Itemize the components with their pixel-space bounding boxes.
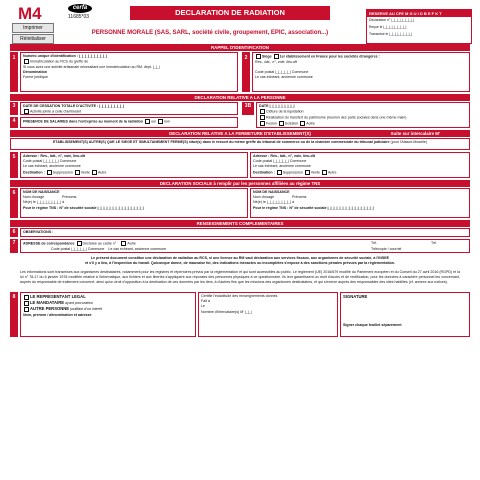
tns-left-regime[interactable]: Pour le régime TNS : N° de sécurité sociale |_|_|_|_|_|_|_|_|_|_|_|_|_|_|_| xyxy=(23,205,144,210)
scission-checkbox[interactable] xyxy=(279,121,284,126)
autre-personne-label: AUTRE PERSONNE xyxy=(30,306,70,312)
form-subtitle: PERSONNE MORALE (SAS, SARL, société civile, groupement, EPIC, association...) xyxy=(91,30,329,36)
rep-legal-label: LE REPRESENTANT LEGAL xyxy=(30,294,86,299)
salaries-box xyxy=(20,117,238,128)
rep-legal-checkbox[interactable] xyxy=(24,295,29,300)
fusion-label: Fusion xyxy=(266,120,277,125)
siege-address-field[interactable]: Rés., bât., n°, voie, lieu-dit xyxy=(255,59,297,64)
autre-adresse-label: Autre xyxy=(127,241,136,246)
print-button[interactable]: Imprimer xyxy=(12,23,54,33)
cessation-box xyxy=(20,102,238,115)
tns-right-prenoms[interactable]: Prénoms xyxy=(292,195,307,200)
etab-left-cp[interactable]: Code postal |_|_|_|_|_| Commune xyxy=(23,159,77,164)
block-number-8: 8 xyxy=(10,292,18,337)
cerfa-number: 11685*03 xyxy=(68,14,90,20)
etab-right-vente-checkbox[interactable] xyxy=(305,170,310,175)
correspondance-label: ADRESSE de correspondance xyxy=(23,241,75,246)
observations-box[interactable] xyxy=(20,228,470,237)
form-code: M4 xyxy=(18,4,42,23)
declaree-cadre-label: Déclarée au cadre n° xyxy=(82,241,117,246)
transfert-label: Réalisation du transfert du patrimoine (réunion des parts sociales dans une même main) xyxy=(266,115,407,120)
etab-right-vente-label: Vente xyxy=(310,170,320,175)
etablissements-note-box xyxy=(10,138,470,150)
reserve-title: RESERVE AU CFE M G U I D B E F K T xyxy=(367,10,471,17)
reserve-cfe-box xyxy=(366,9,472,44)
siege-checkbox[interactable] xyxy=(256,54,261,59)
date-3b-field[interactable]: DATE |_|_|_|_|_|_|_|_| xyxy=(259,104,295,108)
reset-button[interactable]: Réinitialiser xyxy=(12,34,54,44)
etab-right-destination-label: Destination : xyxy=(253,170,275,175)
premier-etab-checkbox[interactable] xyxy=(274,54,279,59)
etab-left-adresse[interactable]: Adresse : Rés., bât., n°, voie, lieu-dit xyxy=(23,154,85,158)
denomination-field[interactable]: Dénomination xyxy=(23,70,47,75)
legal-bold-1: Le présent document constitue une déclaration de radiation au RCS, si une licence au RM vaut déclaration aux services fiscaux, aux organismes de sécurité sociale, à l'INSEE xyxy=(90,256,390,260)
block-number-3b: 3B xyxy=(242,102,254,115)
etab-right-suppression-label: Suppression xyxy=(282,170,303,175)
autre-3b-checkbox[interactable] xyxy=(300,121,305,126)
rcs-label: Immatriculation au RCS du greffe de xyxy=(30,59,89,64)
tns-right-regime[interactable]: Pour le régime TNS : N° de sécurité sociale |_|_|_|_|_|_|_|_|_|_|_|_|_|_|_| xyxy=(253,205,374,210)
fait-a-field[interactable]: Fait à xyxy=(201,299,210,304)
identification-box xyxy=(20,52,238,92)
forme-juridique-field[interactable]: Forme juridique xyxy=(23,75,48,80)
ambulant-label: Activité jointe à celle d'ambulant xyxy=(30,109,82,114)
autre-personne-rest: justifiant d'un intérêt xyxy=(70,307,102,312)
cloture-checkbox[interactable] xyxy=(260,109,265,114)
tns-right-box xyxy=(250,188,470,218)
signataire-nom-field[interactable]: Nom, prénom / dénomination et adresse xyxy=(23,312,92,317)
mandataire-checkbox[interactable] xyxy=(24,301,29,306)
siege-ancienne-field[interactable]: Le cas échéant, ancienne commune xyxy=(255,75,313,80)
form-title: DECLARATION DE RADIATION xyxy=(130,6,330,20)
section-rappel-bar: RAPPEL D'IDENTIFICATION xyxy=(10,44,470,51)
declaree-cadre-checkbox[interactable] xyxy=(77,241,82,246)
rm-label[interactable]: Si vous avez une activité artisanale nécessitant une immatriculation au RM, dept. |_|_| xyxy=(23,64,160,69)
tns-left-usage[interactable]: Nom d'usage xyxy=(23,195,45,200)
tns-left-box xyxy=(20,188,248,218)
cessation-date-field[interactable]: DATE DE CESSATION TOTALE D'ACTIVITE : |_|_|_|_|_|_|_|_| xyxy=(23,104,125,108)
nombre-intercalaire-field[interactable]: Nombre d'intercalaire(s) M' |_|_| xyxy=(201,309,252,314)
section-complementaires-bar: RENSEIGNEMENTS COMPLEMENTAIRES xyxy=(10,220,470,227)
autre-3b-label: Autre xyxy=(306,120,315,125)
autre-personne-checkbox[interactable] xyxy=(24,307,29,312)
tel1-field[interactable]: Tél. xyxy=(371,241,377,245)
fermeture-title: DECLARATION RELATIVE A LA FERMETURE D'ETABLISSEMENT(S) xyxy=(169,131,311,136)
signature-title: SIGNATURE xyxy=(343,294,368,299)
tel2-field[interactable]: Tél. xyxy=(431,241,437,245)
telecopie-field[interactable]: Télécopie / courriel xyxy=(371,246,402,251)
tns-right-usage[interactable]: Nom d'usage xyxy=(253,195,275,200)
reserve-line-declaration[interactable]: Déclaration n° |_|_|_|_|_|_|_|_| xyxy=(369,18,415,22)
block-number-1: 1 xyxy=(10,52,18,92)
etab-left-vente-checkbox[interactable] xyxy=(75,170,80,175)
premier-etab-label: 1er établissement en France pour les sociétés étrangères : xyxy=(279,54,380,59)
transfert-checkbox[interactable] xyxy=(260,115,265,120)
block-number-3: 3 xyxy=(10,102,18,115)
legal-bold-2: et s'il y a lieu, à l'inspection du travail. Quiconque donne, de mauvaise foi, des indications inexactes ou incomplètes s'expose à des sanctions pénales prévues par la réglementation. xyxy=(84,261,396,265)
block-number-2: 2 xyxy=(242,52,250,92)
tns-left-ne[interactable]: Né(e) le |_|_|_|_|_|_|_|_| à xyxy=(23,200,65,205)
etab-right-adresse[interactable]: Adresse : Rés., bât., n°, voie, lieu-dit xyxy=(253,154,315,158)
rcs-checkbox[interactable] xyxy=(24,59,29,64)
block-number-7: 7 xyxy=(10,239,18,253)
mandataire-label: LE MANDATAIRE xyxy=(30,300,65,306)
certification-box xyxy=(198,292,338,337)
etab-right-suppression-checkbox[interactable] xyxy=(277,170,282,175)
signature-box[interactable] xyxy=(340,292,470,337)
etab-left-autre-checkbox[interactable] xyxy=(92,170,97,175)
block-number-4: 4 xyxy=(10,117,18,128)
certifie-label: Certifie l'exactitude des renseignements donnés xyxy=(201,294,278,298)
etablissements-note: (pour l'Alsace-Moselle) xyxy=(390,140,427,144)
etab-right-autre-label: Autre xyxy=(327,170,337,175)
siege-label: Siège xyxy=(262,54,272,59)
ambulant-checkbox[interactable] xyxy=(24,109,29,114)
siege-box xyxy=(252,52,470,92)
mandataire-rest: ayant procuration xyxy=(65,301,93,306)
le-field[interactable]: Le xyxy=(201,304,205,309)
reserve-line-transmise[interactable]: Transmise le |_|_|_|_|_|_|_|_| xyxy=(369,32,413,36)
salaries-oui-checkbox[interactable] xyxy=(145,119,150,124)
signataire-box xyxy=(20,292,196,337)
section-personne-bar: DECLARATION RELATIVE A LA PERSONNE xyxy=(10,94,470,101)
correspondance-cp[interactable]: Code postal |_|_|_|_|_| Commune xyxy=(51,246,105,251)
etab-right-autre-checkbox[interactable] xyxy=(322,170,327,175)
block-number-5: 5 xyxy=(10,152,18,178)
cloture-label: Clôture de la liquidation xyxy=(266,109,304,114)
scission-label: Scission xyxy=(284,120,299,125)
fusion-checkbox[interactable] xyxy=(260,121,265,126)
section-sociale-bar: DECLARATION SOCIALE à remplir par les personnes affiliées au régime TNS xyxy=(10,180,470,187)
ident-number-field[interactable]: Numéro unique d'identification : |_|_|_|_|_|_|_|_|_| xyxy=(23,54,108,58)
correspondance-box xyxy=(20,239,470,253)
block-number-6: 6 xyxy=(10,188,18,218)
etab-left-suppression-checkbox[interactable] xyxy=(47,170,52,175)
correspondance-ancienne[interactable]: Le cas échéant, ancienne commune xyxy=(108,246,167,251)
salaries-non-checkbox[interactable] xyxy=(158,119,163,124)
cerfa-logo: cerfa xyxy=(68,4,92,13)
autre-adresse-checkbox[interactable] xyxy=(121,241,126,246)
etab-right-cp[interactable]: Code postal |_|_|_|_|_| Commune xyxy=(253,159,307,164)
tns-right-nom[interactable]: NOM DE NAISSANCE xyxy=(253,190,290,194)
section-fermeture-bar xyxy=(10,130,470,137)
etab-left-autre-label: Autre xyxy=(97,170,107,175)
observations-label: OBSERVATIONS : xyxy=(23,230,54,234)
date-3b-box xyxy=(256,102,470,128)
etab-right-box xyxy=(250,152,470,178)
signature-note: Signer chaque feuillet séparément xyxy=(343,323,402,328)
tns-right-ne[interactable]: Né(e) le |_|_|_|_|_|_|_|_| à xyxy=(253,200,295,205)
salaries-oui-label: oui xyxy=(151,119,156,124)
salaries-non-label: non xyxy=(163,119,170,124)
tns-left-prenoms[interactable]: Prénoms xyxy=(62,195,77,200)
etablissements-text: ETABLISSEMENT(S) AUTRE(S) QUE LE SIEGE ET SIMULTANEMENT FERME(S) situé(s) dans le ressort du même greffe du tribunal de commerce ou de la chambre commerciale du tribunal judiciaire xyxy=(53,140,390,144)
siege-cp-field[interactable]: Code postal |_|_|_|_|_| Commune xyxy=(255,70,309,75)
reserve-line-recue[interactable]: Reçue le |_|_|_|_|_|_|_|_| xyxy=(369,25,407,29)
etab-left-destination-label: Destination : xyxy=(23,170,45,175)
etab-left-ancienne[interactable]: Le cas échéant, ancienne commune xyxy=(23,164,81,169)
etab-left-suppression-label: Suppression xyxy=(52,170,73,175)
etab-right-ancienne[interactable]: Le cas échéant, ancienne commune xyxy=(253,164,311,169)
etab-left-vente-label: Vente xyxy=(80,170,90,175)
block-number-obs: 6 xyxy=(10,228,18,237)
etab-left-box xyxy=(20,152,248,178)
salaries-label: PRESENCE DE SALARIES dans l'entreprise au moment de la radiation xyxy=(23,119,144,124)
legal-paragraph: Les informations sont transmises aux organismes destinataires, notamment pour les registres et répertoires prévus par la réglementation et qui sont accessibles au public. Le règlement (UE) 2016/679 modifié du Parlement européen et du Conseil du 27 avril 2016 (RGPD) et la loi n° 78-17 du 6 janvier 1978 modifiée relative à l'informatique, aux fichiers et aux libertés s'appliquent aux réponses des personnes physiques à ce questionnaire. Ils leur garantissent un droit d'accès et de rectification, pour les données à caractère personnel les concernant, auprès du responsable de traitement concerné, ainsi qu'un droit d'opposition à la destination de ces données par les tiers, à d'autres fins que les missions des organismes destinataires, et qui s'exerce auprès des responsables des sites habilités (cf. annexe aux notices). xyxy=(20,270,460,284)
tns-left-nom[interactable]: NOM DE NAISSANCE xyxy=(23,190,60,194)
fermeture-intercalaire: Suite sur intercalaire M' xyxy=(390,131,440,136)
